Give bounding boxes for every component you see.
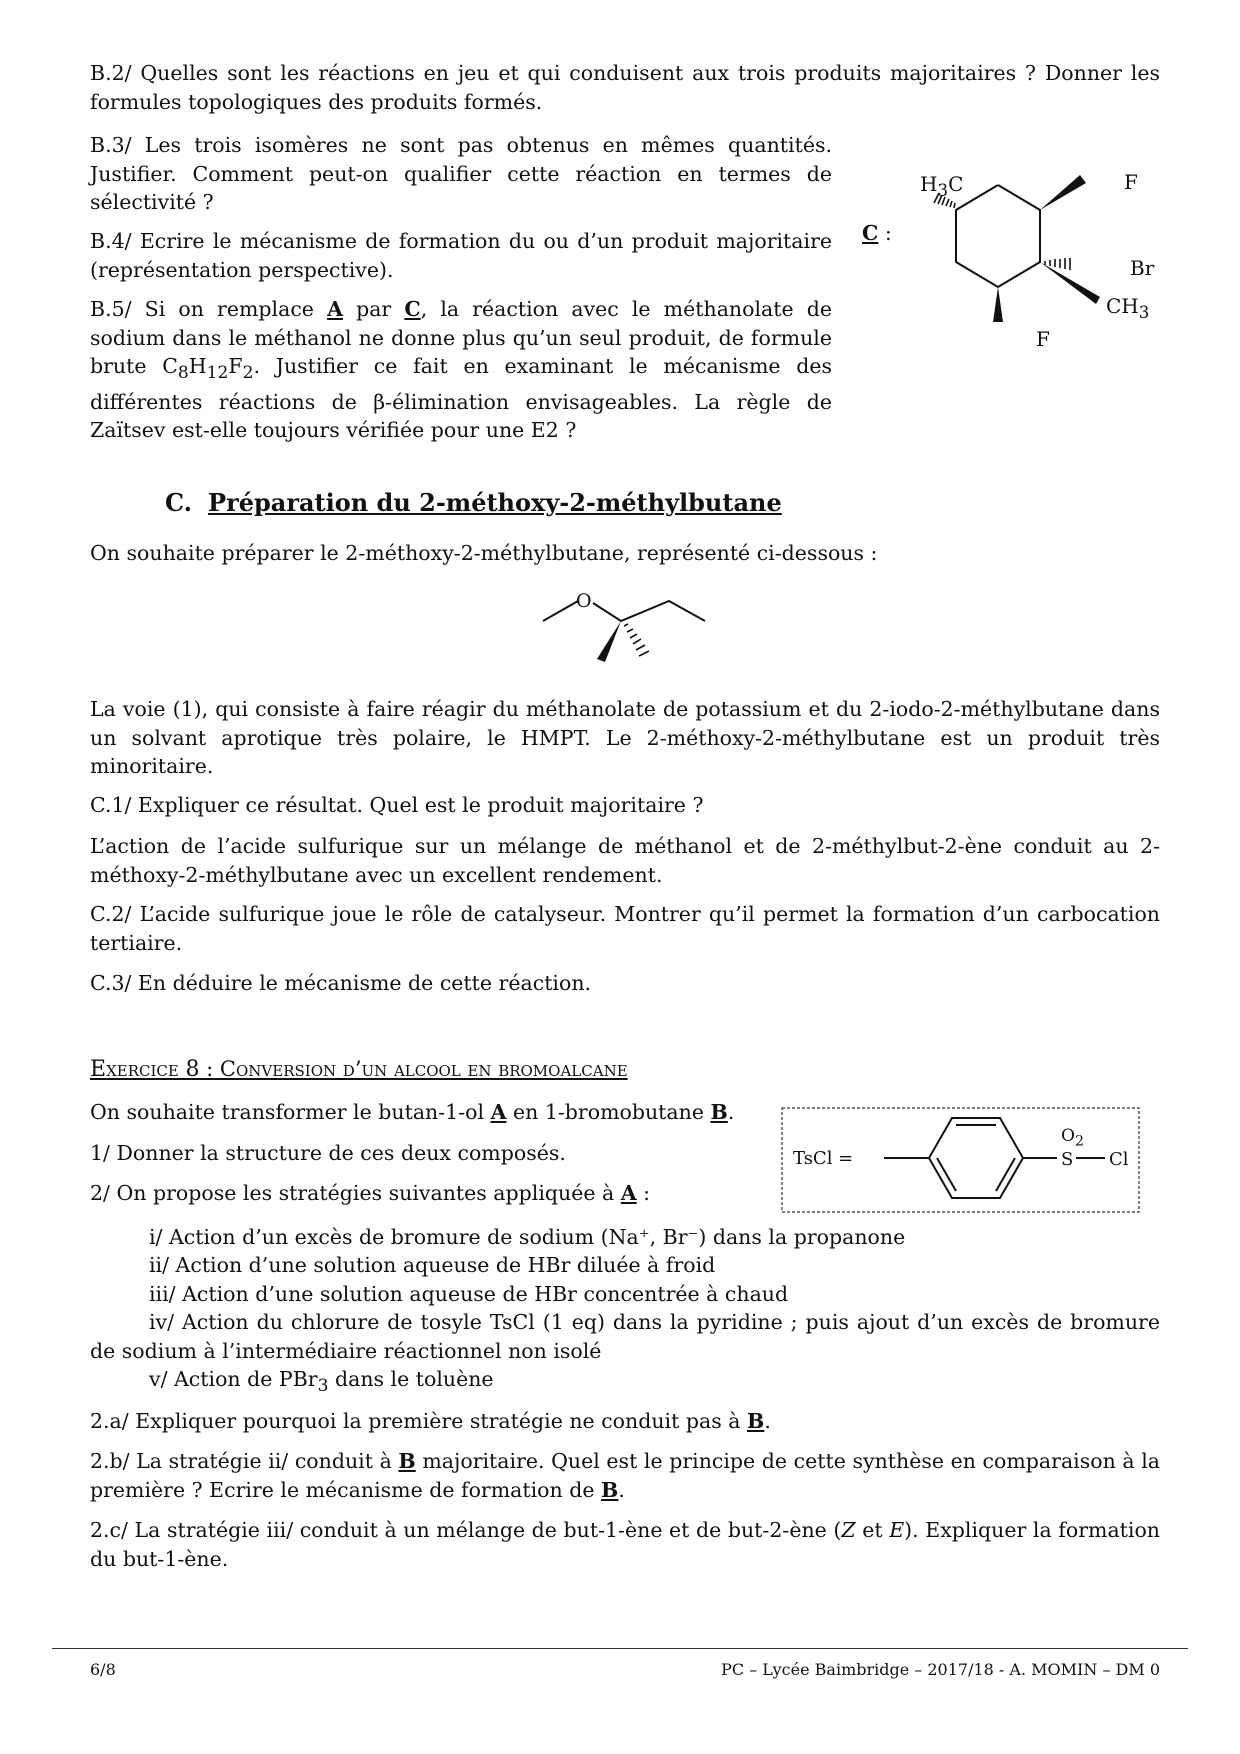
question-c2: C.2/ L’acide sulfurique joue le rôle de catalyseur. Montrer qu’il permet la formation d’un carbocation tertiaire. [90,902,1160,955]
br-label: Br [1130,256,1155,280]
strategy-ii: ii/ Action d’une solution aqueuse de HBr diluée à froid [149,1253,716,1277]
o2-label: $O_2$ [1061,1126,1084,1150]
section-c-intro: On souhaite préparer le 2-méthoxy-2-méthylbutane, représenté ci-dessous : [90,541,878,565]
h3c-label: $H_3C$ [920,172,964,200]
strategy-iv: iv/ Action du chlorure de tosyle TsCl (1 eq) dans la pyridine ; puis ajout d’un excès de bromure de sodium à l’intermédiaire réactionnel non isolé [90,1310,1160,1363]
f-bottom-label: F [1036,327,1050,351]
section-c-heading: C. Préparation du 2-méthoxy-2-méthylbutane [165,488,782,517]
question-b2: B.2/ Quelles sont les réactions en jeu et qui conduisent aux trois produits majoritaires ? Donner les formules topologiques des produits formés. [90,61,1160,114]
page-number: 6/8 [90,1660,116,1679]
exercise-8-q2: 2/ On propose les stratégies suivantes appliquée à A : [90,1181,651,1205]
f-top-label: F [1124,170,1138,194]
oxygen-label: O [576,590,592,612]
question-b4: B.4/ Ecrire le mécanisme de formation du ou d’un produit majoritaire (représentation perspective). [90,229,832,282]
molecule-c-label: C : [862,221,892,245]
section-c-paragraph-1: La voie (1), qui consiste à faire réagir du méthanolate de potassium et du 2-iodo-2-méthylbutane dans un solvant aprotique très polaire, le HMPT. Le 2-méthoxy-2-méthylbutane est un produit très minoritaire. [90,697,1160,778]
exercise-8-q1: 1/ Donner la structure de ces deux composés. [90,1141,566,1165]
exercise-8-title: Exercice 8 : Conversion d’un alcool en bromoalcane [90,1057,628,1082]
question-b3: B.3/ Les trois isomères ne sont pas obtenus en mêmes quantités. Justifier. Comment peut-on qualifier cette réaction en termes de sélectivité ? [90,133,832,214]
question-2b: 2.b/ La stratégie ii/ conduit à B majoritaire. Quel est le principe de cette synthèse en comparaison à la première ? Ecrire le mécanisme de formation de B. [90,1449,1161,1502]
sulfur-label: S [1061,1149,1074,1170]
question-b5: B.5/ Si on remplace A par C, la réaction avec le méthanolate de sodium dans le méthanol ne donne plus qu’un seul produit, de formule brute $C_8H_{12}F_2$. Justifier ce fait en examinant le mécanisme des différentes réactions de β-élimination envisageables. La règle de Zaïtsev est-elle toujours vérifiée pour une E2 ? [90,297,833,443]
question-c1: C.1/ Expliquer ce résultat. Quel est le produit majoritaire ? [90,793,704,817]
chlorine-label: Cl [1109,1149,1129,1170]
strategy-iii: iii/ Action d’une solution aqueuse de HBr concentrée à chaud [149,1282,789,1306]
footer-course: PC – Lycée Baimbridge – 2017/18 - A. MOMIN – DM 0 [721,1660,1160,1679]
footer-divider [52,1648,1188,1649]
strategy-v: v/ Action de PBr$_3$ dans le toluène [149,1367,494,1397]
section-c-paragraph-2: L’action de l’acide sulfurique sur un mélange de méthanol et de 2-méthylbut-2-ène conduit au 2-méthoxy-2-méthylbutane avec un excellent rendement. [90,834,1160,887]
exercise-8-intro: On souhaite transformer le butan-1-ol A en 1-bromobutane B. [90,1100,735,1124]
tscl-label: TsCl = [793,1148,854,1169]
question-2c: 2.c/ La stratégie iii/ conduit à un mélange de but-1-ène et de but-2-ène (Z et E). Expliquer la formation du but-1-ène. [90,1518,1161,1571]
ch3-label: $CH_3$ [1106,294,1150,322]
strategy-i: i/ Action d’un excès de bromure de sodium (Na⁺, Br⁻) dans la propanone [149,1225,906,1249]
question-2a: 2.a/ Expliquer pourquoi la première stratégie ne conduit pas à B. [90,1409,771,1433]
question-c3: C.3/ En déduire le mécanisme de cette réaction. [90,971,592,995]
